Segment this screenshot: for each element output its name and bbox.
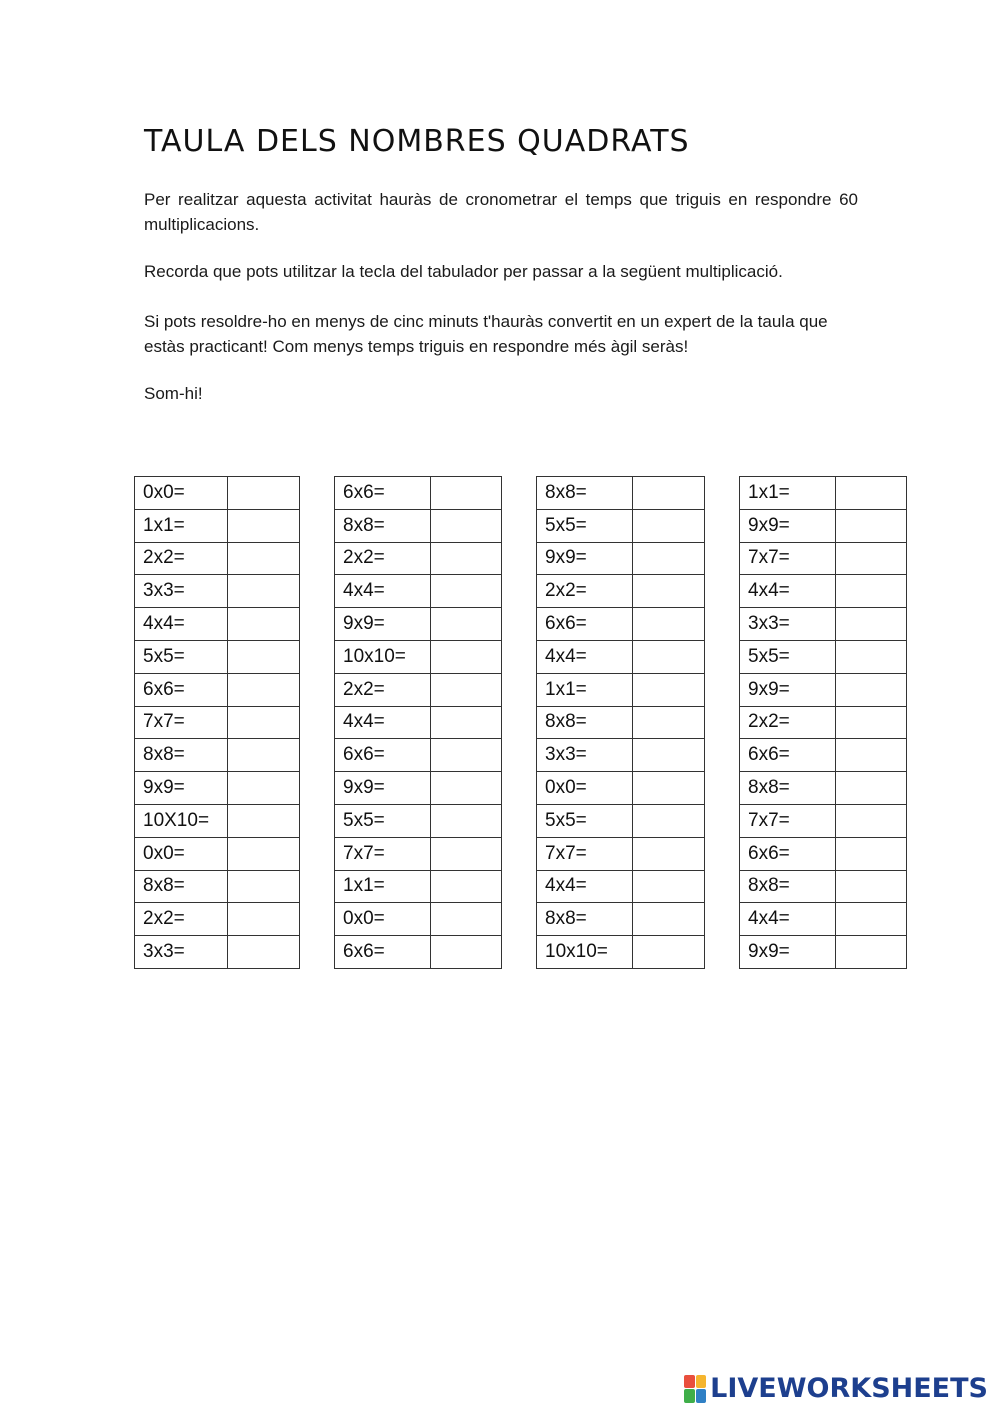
question-cell: 4x4= [537,640,633,673]
question-cell: 4x4= [335,575,431,608]
answer-input[interactable] [431,575,501,607]
answer-cell[interactable] [228,542,300,575]
answer-cell[interactable] [431,837,502,870]
answer-input[interactable] [228,575,299,607]
multiplication-table-2 [334,476,502,969]
table-row [335,673,502,706]
answer-cell[interactable] [836,739,907,772]
answer-input[interactable] [633,936,704,968]
table-row [335,575,502,608]
answer-cell[interactable] [633,575,705,608]
table-row [135,640,300,673]
answer-input[interactable] [836,838,906,870]
question-cell: 8x8= [135,870,228,903]
question-cell: 3x3= [135,575,228,608]
answer-cell[interactable] [431,804,502,837]
question-cell: 5x5= [537,509,633,542]
question-cell: 1x1= [740,477,836,510]
table-row [740,640,907,673]
table-row [537,509,705,542]
answer-input[interactable] [228,871,299,903]
question-cell: 9x9= [740,673,836,706]
question-cell: 1x1= [537,673,633,706]
answer-input[interactable] [431,608,501,640]
table-row [537,903,705,936]
answer-input[interactable] [633,805,704,837]
answer-cell[interactable] [836,542,907,575]
table-row [740,673,907,706]
answer-input[interactable] [228,739,299,771]
table-row [537,804,705,837]
table-row [135,772,300,805]
answer-cell[interactable] [228,870,300,903]
answer-input[interactable] [431,477,501,509]
question-cell: 8x8= [537,903,633,936]
question-cell: 4x4= [537,870,633,903]
question-cell: 0x0= [135,477,228,510]
question-cell: 5x5= [740,640,836,673]
answer-cell[interactable] [431,673,502,706]
answer-input[interactable] [633,510,704,542]
answer-cell[interactable] [836,936,907,969]
answer-input[interactable] [633,739,704,771]
table-row [335,804,502,837]
table-row [537,640,705,673]
answer-input[interactable] [431,838,501,870]
answer-input[interactable] [836,641,906,673]
question-cell: 2x2= [335,542,431,575]
question-cell: 7x7= [537,837,633,870]
table-row [740,608,907,641]
logo-square-3 [684,1389,695,1403]
table-row [537,477,705,510]
question-cell: 1x1= [335,870,431,903]
multiplication-table-3 [536,476,705,969]
answer-cell[interactable] [633,542,705,575]
answer-input[interactable] [228,641,299,673]
answer-cell[interactable] [228,673,300,706]
answer-cell[interactable] [228,640,300,673]
answer-input[interactable] [633,772,704,804]
table-row [335,706,502,739]
answer-input[interactable] [633,543,704,575]
answer-cell[interactable] [633,673,705,706]
answer-cell[interactable] [836,903,907,936]
table-row [537,772,705,805]
answer-input[interactable] [228,510,299,542]
answer-cell[interactable] [228,772,300,805]
answer-cell[interactable] [633,837,705,870]
answer-input[interactable] [228,805,299,837]
answer-cell[interactable] [431,509,502,542]
answer-input[interactable] [431,805,501,837]
table-row [335,608,502,641]
answer-cell[interactable] [836,509,907,542]
table-row [740,706,907,739]
answer-cell[interactable] [633,509,705,542]
answer-input[interactable] [633,608,704,640]
answer-input[interactable] [431,707,501,739]
answer-input[interactable] [431,641,501,673]
question-cell: 5x5= [135,640,228,673]
answer-input[interactable] [633,674,704,706]
question-cell: 9x9= [135,772,228,805]
question-cell: 6x6= [740,739,836,772]
answer-input[interactable] [228,608,299,640]
question-cell: 9x9= [740,509,836,542]
table-row [135,804,300,837]
answer-cell[interactable] [431,706,502,739]
table-row [335,542,502,575]
answer-input[interactable] [836,903,906,935]
table-row [740,739,907,772]
answer-cell[interactable] [228,837,300,870]
answer-input[interactable] [228,838,299,870]
table-row [740,575,907,608]
question-cell: 2x2= [135,542,228,575]
question-cell: 8x8= [740,870,836,903]
answer-cell[interactable] [431,739,502,772]
answer-input[interactable] [633,903,704,935]
answer-input[interactable] [431,674,501,706]
table-row [740,837,907,870]
answer-input[interactable] [836,477,906,509]
answer-cell[interactable] [228,477,300,510]
question-cell: 0x0= [537,772,633,805]
multiplication-table-4 [739,476,907,969]
answer-cell[interactable] [836,870,907,903]
table-row [537,739,705,772]
question-cell: 5x5= [537,804,633,837]
answer-input[interactable] [836,772,906,804]
answer-input[interactable] [431,871,501,903]
table-row [135,509,300,542]
answer-cell[interactable] [228,509,300,542]
question-cell: 4x4= [135,608,228,641]
answer-cell[interactable] [431,575,502,608]
page-title: TAULA DELS NOMBRES QUADRATS [144,124,690,159]
table-row [537,936,705,969]
question-cell: 8x8= [537,477,633,510]
question-cell: 6x6= [335,739,431,772]
answer-cell[interactable] [633,706,705,739]
answer-input[interactable] [228,477,299,509]
instructions-paragraph-1: Per realitzar aquesta activitat hauràs de cronometrar el temps que triguis en respondre 60 multiplicacions. [144,190,858,234]
question-cell: 9x9= [740,936,836,969]
answer-input[interactable] [836,707,906,739]
question-cell: 3x3= [537,739,633,772]
answer-cell[interactable] [633,772,705,805]
answer-input[interactable] [836,871,906,903]
answer-input[interactable] [228,772,299,804]
question-cell: 10x10= [335,640,431,673]
table-row [537,870,705,903]
question-cell: 7x7= [740,804,836,837]
question-cell: 8x8= [537,706,633,739]
answer-cell[interactable] [836,575,907,608]
answer-input[interactable] [228,543,299,575]
answer-cell[interactable] [836,477,907,510]
answer-input[interactable] [836,510,906,542]
brand-text: LIVEWORKSHEETS [710,1373,988,1404]
question-cell: 6x6= [740,837,836,870]
question-cell: 8x8= [135,739,228,772]
answer-cell[interactable] [836,706,907,739]
answer-input[interactable] [228,903,299,935]
table-row [335,837,502,870]
table-row [135,870,300,903]
answer-cell[interactable] [228,903,300,936]
answer-input[interactable] [228,936,299,968]
answer-cell[interactable] [836,673,907,706]
logo-square-4 [696,1389,707,1403]
answer-input[interactable] [633,838,704,870]
answer-input[interactable] [836,608,906,640]
answer-cell[interactable] [228,739,300,772]
answer-cell[interactable] [228,936,300,969]
question-cell: 6x6= [335,477,431,510]
answer-cell[interactable] [431,772,502,805]
answer-cell[interactable] [431,870,502,903]
table-row [335,477,502,510]
table-row [335,640,502,673]
table-row [135,936,300,969]
table-row [135,575,300,608]
answer-input[interactable] [431,772,501,804]
question-cell: 1x1= [135,509,228,542]
answer-input[interactable] [836,674,906,706]
answer-input[interactable] [836,739,906,771]
table-row [135,673,300,706]
table-row [740,509,907,542]
answer-input[interactable] [431,510,501,542]
question-cell: 2x2= [335,673,431,706]
question-cell: 2x2= [740,706,836,739]
answer-input[interactable] [633,477,704,509]
question-cell: 10X10= [135,804,228,837]
table-row [740,870,907,903]
table-row [135,706,300,739]
instructions-paragraph-3: Si pots resoldre-ho en menys de cinc minuts t'hauràs convertit en un expert de la taula que estàs practicant! Com menys temps triguis en respondre més àgil seràs! [144,312,828,356]
answer-cell[interactable] [836,608,907,641]
question-cell: 4x4= [740,575,836,608]
answer-cell[interactable] [431,640,502,673]
table-row [135,477,300,510]
answer-input[interactable] [228,674,299,706]
answer-cell[interactable] [836,640,907,673]
question-cell: 0x0= [335,903,431,936]
answer-cell[interactable] [836,804,907,837]
answer-cell[interactable] [431,542,502,575]
answer-cell[interactable] [836,837,907,870]
question-cell: 9x9= [335,608,431,641]
question-cell: 4x4= [335,706,431,739]
instructions-paragraph-4: Som-hi! [144,384,203,403]
answer-input[interactable] [633,641,704,673]
liveworksheets-logo-icon [684,1375,706,1403]
question-cell: 9x9= [537,542,633,575]
answer-cell[interactable] [228,804,300,837]
answer-cell[interactable] [633,477,705,510]
table-row [740,772,907,805]
answer-cell[interactable] [633,739,705,772]
answer-cell[interactable] [633,870,705,903]
table-row [740,936,907,969]
question-cell: 2x2= [135,903,228,936]
table-row [335,509,502,542]
answer-cell[interactable] [431,903,502,936]
question-cell: 0x0= [135,837,228,870]
answer-cell[interactable] [633,903,705,936]
answer-input[interactable] [633,707,704,739]
table-row [537,673,705,706]
answer-cell[interactable] [228,608,300,641]
table-row [135,903,300,936]
answer-input[interactable] [633,871,704,903]
multiplication-table-1 [134,476,300,969]
question-cell: 3x3= [740,608,836,641]
answer-cell[interactable] [431,477,502,510]
question-cell: 7x7= [135,706,228,739]
table-row [135,739,300,772]
answer-input[interactable] [431,543,501,575]
table-row [537,542,705,575]
table-row [335,772,502,805]
question-cell: 8x8= [740,772,836,805]
table-row [135,542,300,575]
question-cell: 4x4= [740,903,836,936]
table-row [335,739,502,772]
logo-square-1 [684,1375,695,1389]
liveworksheets-brand [684,1373,988,1404]
answer-cell[interactable] [228,706,300,739]
table-row [537,575,705,608]
table-row [135,837,300,870]
table-row [335,870,502,903]
answer-cell[interactable] [633,936,705,969]
answer-cell[interactable] [633,608,705,641]
answer-input[interactable] [431,739,501,771]
question-cell: 6x6= [135,673,228,706]
table-row [537,706,705,739]
question-cell: 10x10= [537,936,633,969]
answer-cell[interactable] [836,772,907,805]
answer-input[interactable] [836,936,906,968]
answer-input[interactable] [836,575,906,607]
question-cell: 7x7= [335,837,431,870]
answer-input[interactable] [836,805,906,837]
question-cell: 9x9= [335,772,431,805]
instructions-paragraph-2: Recorda que pots utilitzar la tecla del tabulador per passar a la següent multiplicació. [144,262,783,281]
question-cell: 6x6= [537,608,633,641]
answer-cell[interactable] [228,575,300,608]
question-cell: 2x2= [537,575,633,608]
answer-input[interactable] [228,707,299,739]
question-cell: 7x7= [740,542,836,575]
table-row [740,477,907,510]
table-row [537,608,705,641]
answer-cell[interactable] [431,936,502,969]
table-row [740,804,907,837]
question-cell: 6x6= [335,936,431,969]
answer-input[interactable] [836,543,906,575]
table-row [335,903,502,936]
answer-cell[interactable] [633,640,705,673]
table-row [135,608,300,641]
table-row [335,936,502,969]
question-cell: 5x5= [335,804,431,837]
answer-input[interactable] [431,936,501,968]
table-row [537,837,705,870]
table-row [740,542,907,575]
answer-input[interactable] [431,903,501,935]
answer-input[interactable] [633,575,704,607]
question-cell: 8x8= [335,509,431,542]
logo-square-2 [696,1375,707,1389]
table-row [740,903,907,936]
question-cell: 3x3= [135,936,228,969]
answer-cell[interactable] [431,608,502,641]
answer-cell[interactable] [633,804,705,837]
